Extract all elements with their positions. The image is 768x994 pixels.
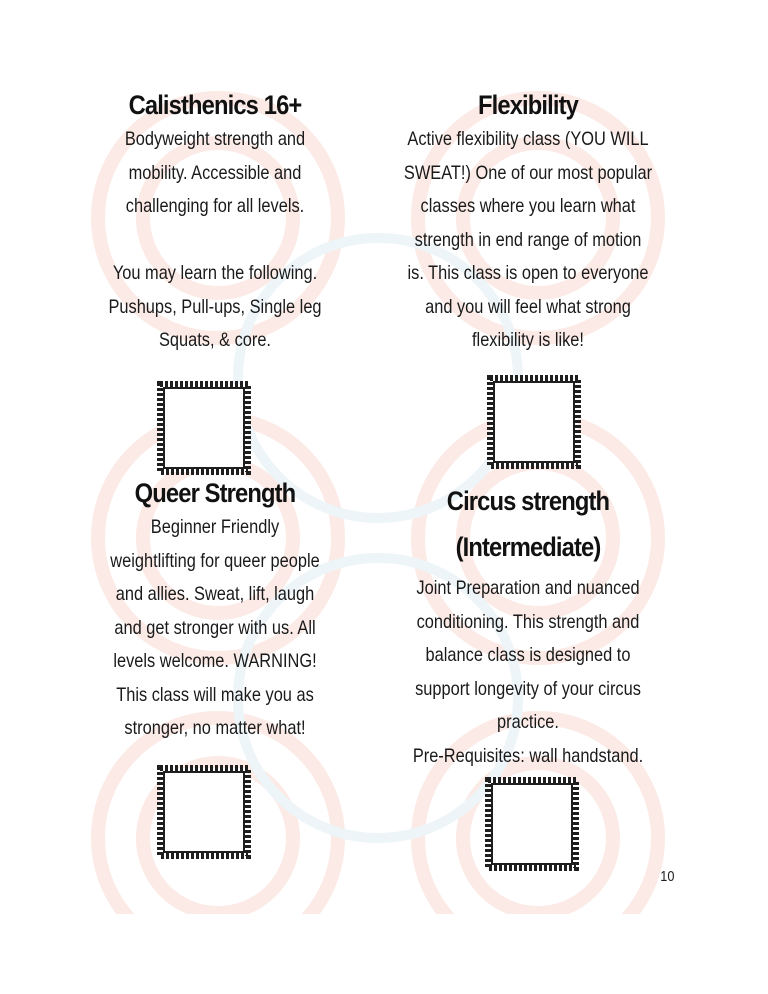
- class-description: Joint Preparation and nuanced conditioning. This strength and balance class is designed to support longevity of your circus practice. Pre-Requisites: wall handstand.: [412, 577, 644, 767]
- class-card-queer-strength: [80, 478, 350, 746]
- page-number: 10: [660, 868, 675, 885]
- class-card-circus-strength: [380, 478, 676, 773]
- postage-stamp-frame-icon: [486, 374, 582, 470]
- class-title: Flexibility: [478, 90, 578, 120]
- class-title: Calisthenics 16+: [128, 90, 302, 120]
- class-title: Circus strength (Intermediate): [446, 486, 610, 562]
- postage-stamp-frame-icon: [156, 764, 252, 860]
- postage-stamp-frame-icon: [484, 776, 580, 872]
- class-card-flexibility: [380, 90, 676, 358]
- class-description: Beginner Friendly weightlifting for queer people and allies. Sweat, lift, laugh and get stronger with us. All levels welcome. WARNING! This class will make you as stronger, no matter what!: [110, 516, 320, 739]
- postage-stamp-frame-icon: [156, 380, 252, 476]
- class-title: Queer Strength: [134, 478, 296, 508]
- class-card-calisthenics: [80, 90, 350, 358]
- class-description: Active flexibility class (YOU WILL SWEAT!) One of our most popular classes where you learn what strength in end range of motion is. This class is open to everyone and you will feel what strong flexibility is like!: [403, 128, 653, 351]
- class-description: Bodyweight strength and mobility. Accessible and challenging for all levels. You may learn the following. Pushups, Pull-ups, Single leg Squats, & core.: [108, 128, 322, 351]
